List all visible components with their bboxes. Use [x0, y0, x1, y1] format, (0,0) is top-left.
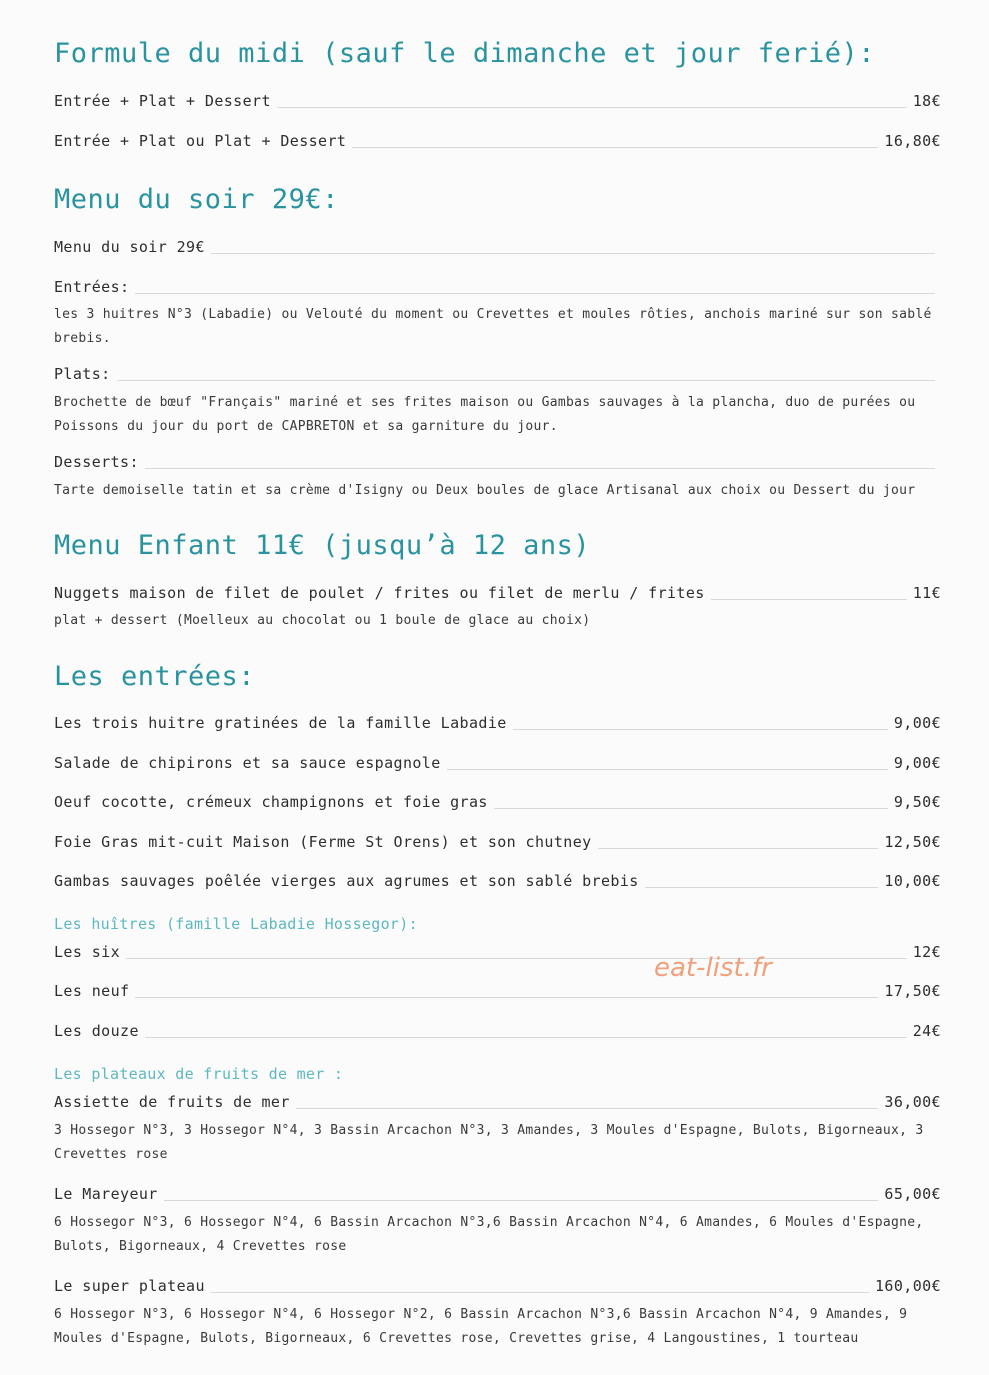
- dotted-leader: [164, 1200, 879, 1201]
- item-price: 17,50€: [884, 982, 941, 1000]
- subsection-label: Desserts:: [54, 453, 139, 471]
- item-description: 3 Hossegor N°3, 3 Hossegor N°4, 3 Bassin Arcachon N°3, 3 Amandes, 3 Moules d'Espagne, Bulots, Bigorneaux, 3 Crevettes rose: [54, 1123, 924, 1162]
- item-price: 9,00€: [893, 754, 941, 772]
- subsection-plats: [54, 363, 941, 385]
- item-description: plat + dessert (Moelleux au chocolat ou 1 boule de glace au choix): [54, 613, 591, 628]
- item-price: 12€: [912, 943, 941, 961]
- menu-item: [54, 870, 941, 892]
- menu-item: [54, 236, 941, 258]
- section-title-enfant: Menu Enfant 11€ (jusqu’à 12 ans): [54, 530, 591, 561]
- item-price: 9,50€: [893, 793, 941, 811]
- item-price: 24€: [912, 1022, 941, 1040]
- dotted-leader: [135, 997, 878, 998]
- menu-item: [54, 791, 941, 813]
- item-name: Salade de chipirons et sa sauce espagnole: [54, 754, 441, 772]
- item-name: Assiette de fruits de mer: [54, 1093, 290, 1111]
- subsection-desserts: [54, 451, 941, 473]
- subsection-entrees: [54, 276, 941, 298]
- item-name: Entrée + Plat ou Plat + Dessert: [54, 132, 347, 150]
- item-price: 36,00€: [884, 1093, 941, 1111]
- dotted-leader: [711, 599, 907, 600]
- dotted-leader: [126, 958, 907, 959]
- menu-item: [54, 941, 941, 963]
- dotted-leader: [145, 1037, 907, 1038]
- item-name: Les douze: [54, 1022, 139, 1040]
- dotted-leader: [296, 1108, 879, 1109]
- dotted-leader: [211, 253, 935, 254]
- section-title-entrees: Les entrées:: [54, 661, 256, 692]
- item-price: 12,50€: [884, 833, 941, 851]
- section-title-formule: Formule du midi (sauf le dimanche et jour ferié):: [54, 38, 876, 69]
- item-name: Les six: [54, 943, 121, 961]
- dotted-leader: [277, 107, 907, 108]
- menu-item: [54, 1275, 941, 1297]
- dotted-leader: [135, 293, 935, 294]
- subsection-title-huitres: Les huîtres (famille Labadie Hossegor):: [54, 915, 418, 933]
- menu-item: [54, 90, 941, 112]
- dotted-leader: [117, 380, 935, 381]
- dotted-leader: [645, 887, 879, 888]
- item-price: 160,00€: [874, 1277, 941, 1295]
- item-name: Menu du soir 29€: [54, 238, 205, 256]
- subsection-title-plateaux: Les plateaux de fruits de mer :: [54, 1065, 344, 1083]
- item-name: Les neuf: [54, 982, 130, 1000]
- menu-item: [54, 1020, 941, 1042]
- item-name: Oeuf cocotte, crémeux champignons et foie gras: [54, 793, 488, 811]
- dotted-leader: [513, 729, 888, 730]
- item-name: Le super plateau: [54, 1277, 205, 1295]
- item-description: 6 Hossegor N°3, 6 Hossegor N°4, 6 Bassin Arcachon N°3,6 Bassin Arcachon N°4, 6 Amandes, 6 Moules d'Espagne, Bulots, Bigorneaux, 4 Crevettes rose: [54, 1215, 924, 1254]
- menu-item: [54, 752, 941, 774]
- menu-item: [54, 980, 941, 1002]
- item-price: 10,00€: [884, 872, 941, 890]
- item-price: 18€: [912, 92, 941, 110]
- item-name: Les trois huitre gratinées de la famille Labadie: [54, 714, 507, 732]
- menu-item: [54, 1091, 941, 1113]
- menu-item: [54, 712, 941, 734]
- subsection-label: Plats:: [54, 365, 111, 383]
- menu-item: [54, 1183, 941, 1205]
- item-price: 16,80€: [884, 132, 941, 150]
- item-description: Tarte demoiselle tatin et sa crème d'Isigny ou Deux boules de glace Artisanal aux choix ou Dessert du jour: [54, 483, 916, 498]
- dotted-leader: [211, 1292, 869, 1293]
- dotted-leader: [494, 808, 888, 809]
- menu-item: [54, 582, 941, 604]
- item-name: Gambas sauvages poêlée vierges aux agrumes et son sablé brebis: [54, 872, 639, 890]
- item-description: 6 Hossegor N°3, 6 Hossegor N°4, 6 Hossegor N°2, 6 Bassin Arcachon N°3,6 Bassin Arcachon N°4, 9 Amandes, 9 Moules d'Espagne, Bulots, Bigorneaux, 6 Crevettes rose, Crevettes grise, 4 Langoustines, 1 tourteau: [54, 1307, 908, 1346]
- item-name: Nuggets maison de filet de poulet / frites ou filet de merlu / frites: [54, 584, 705, 602]
- watermark: eat-list.fr: [654, 953, 772, 983]
- dotted-leader: [598, 848, 879, 849]
- dotted-leader: [145, 468, 935, 469]
- subsection-label: Entrées:: [54, 278, 130, 296]
- dotted-leader: [352, 147, 878, 148]
- item-name: Foie Gras mit-cuit Maison (Ferme St Orens) et son chutney: [54, 833, 592, 851]
- section-title-soir: Menu du soir 29€:: [54, 184, 339, 215]
- item-description: Brochette de bœuf "Français" mariné et ses frites maison ou Gambas sauvages à la plancha, duo de purées ou Poissons du jour du port de CAPBRETON et sa garniture du jour.: [54, 395, 916, 434]
- menu-item: [54, 130, 941, 152]
- item-price: 65,00€: [884, 1185, 941, 1203]
- item-name: Entrée + Plat + Dessert: [54, 92, 271, 110]
- item-price: 9,00€: [893, 714, 941, 732]
- menu-item: [54, 831, 941, 853]
- item-name: Le Mareyeur: [54, 1185, 158, 1203]
- item-price: 11€: [912, 584, 941, 602]
- dotted-leader: [447, 769, 888, 770]
- item-description: les 3 huitres N°3 (Labadie) ou Velouté du moment ou Crevettes et moules rôties, anchois mariné sur son sablé brebis.: [54, 307, 932, 346]
